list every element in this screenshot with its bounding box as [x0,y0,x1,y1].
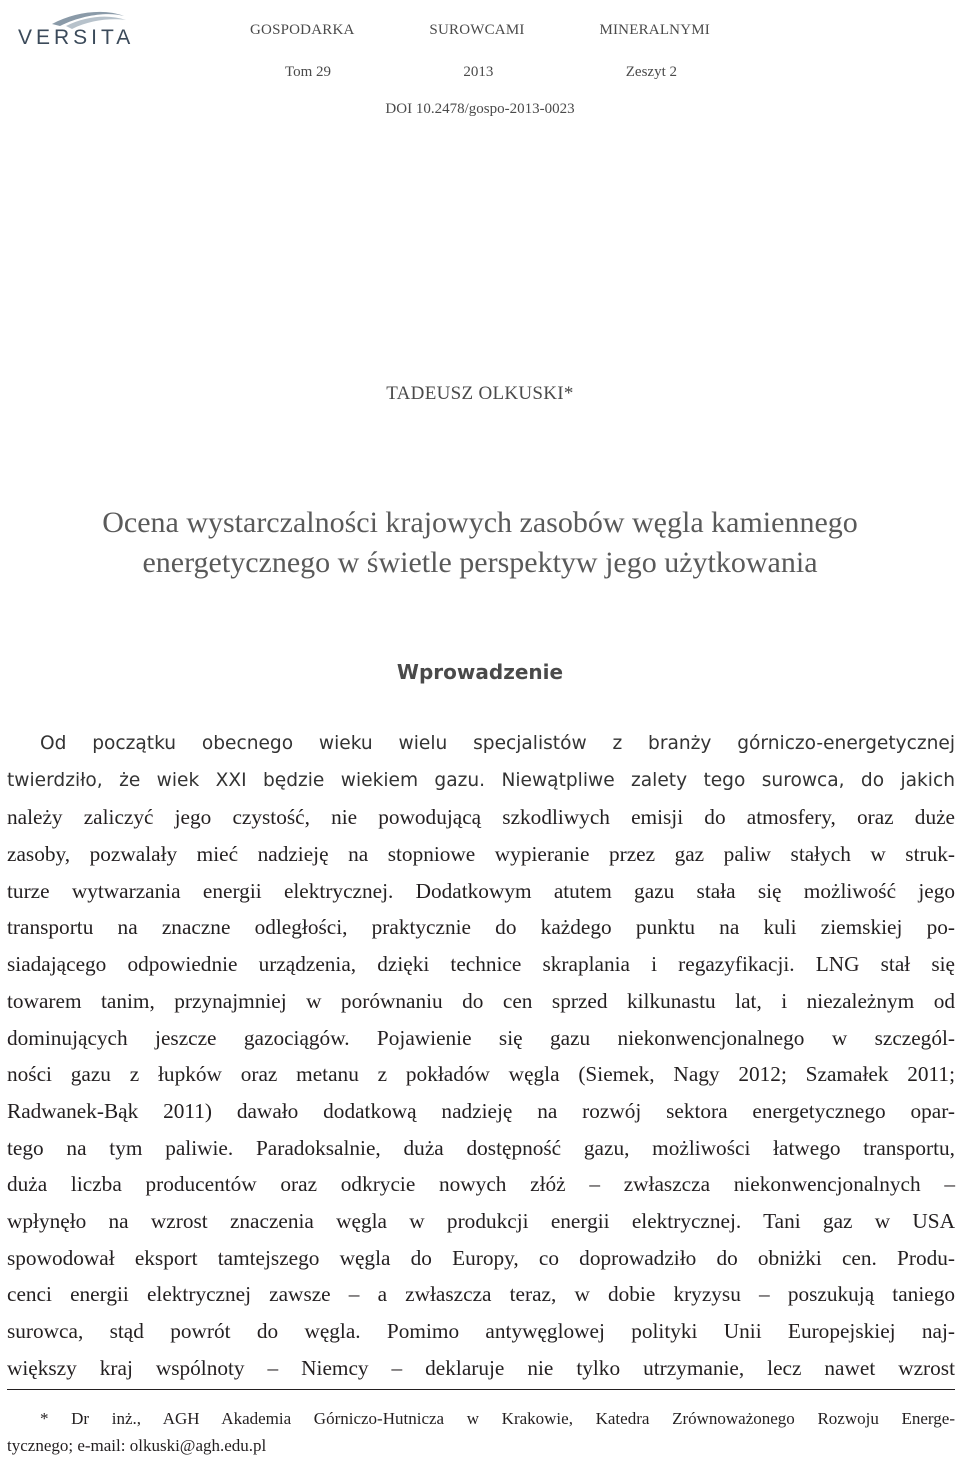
body-line: należy zaliczyć jego czystość, nie powodującą szkodliwych emisji do atmosfery, oraz duże [7,805,955,830]
paper-title-line: energetycznego w świetle perspektyw jego użytkowania [142,546,818,579]
journal-title-word-2: SUROWCAMI [429,22,525,38]
footnote-divider [7,1389,955,1390]
logo-wordmark: VERSITA [18,26,135,49]
section-heading: Wprowadzenie [396,660,564,684]
issue-info [285,64,677,81]
body-line: zasoby, pozwalały mieć nadzieję na stopniowe wypieranie przez gaz paliw stałych w struk- [7,842,955,867]
body-line: siadającego odpowiednie urządzenia, dzięki technice skraplania i regazyfikacji. LNG stał się [7,952,955,977]
body-line: towarem tanim, przynajmniej w porównaniu do cen sprzed kilkunastu lat, i niezależnym od [7,988,955,1013]
body-line: większy kraj wspólnoty – Niemcy – deklaruje nie tylko utrzymanie, lecz nawet wzrost [7,1355,955,1380]
paper-title [0,503,960,583]
body-paragraph [7,726,955,1386]
body-line: dominujących jeszcze gazociągów. Pojawienie się gazu niekonwencjonalnego w szczegól- [7,1025,955,1050]
body-line: turze wytwarzania energii elektrycznej. Dodatkowym atutem gazu stała się możliwość jego [7,878,955,903]
footnote-line: tycznego; e-mail: olkuski@agh.edu.pl [7,1436,267,1455]
author-name: TADEUSZ OLKUSKI* [386,383,574,404]
volume: Tom 29 [285,64,332,80]
body-line: cenci energii elektrycznej zawsze – a zwłaszcza teraz, w dobie kryzysu – poszukują taniego [7,1282,955,1307]
publisher-logo [14,2,144,54]
body-line: surowca, stąd powrót do węgla. Pomimo antywęglowej polityki Unii Europejskiej naj- [7,1319,955,1343]
journal-title [250,22,710,39]
paper-title-line: Ocena wystarczalności krajowych zasobów węgla kamiennego [102,506,858,539]
journal-title-word-3: MINERALNYMI [599,22,710,38]
body-line: ności gazu z łupków oraz metanu z pokładów węgla (Siemek, Nagy 2012; Szamałek 2011; [7,1062,955,1087]
body-line: Radwanek-Bąk 2011) dawało dodatkową nadzieję na rozwój sektora energetycznego opar- [7,1098,955,1123]
issue-number: Zeszyt 2 [625,64,677,80]
body-line: Od początku obecnego wieku wielu specjalistów z branży górniczo-energetycznej [40,733,955,754]
body-line: tego na tym paliwie. Paradoksalnie, duża dostępność gazu, możliwości łatwego transportu, [7,1135,955,1160]
journal-title-word-1: GOSPODARKA [250,22,355,38]
body-line: transportu na znaczne odległości, praktycznie do każdego punktu na kuli ziemskiej po- [7,915,955,940]
body-line: duża liczba producentów oraz odkrycie nowych złóż – zwłaszcza niekonwencjonalnych – [7,1172,955,1197]
footnote-line: * Dr inż., AGH Akademia Górniczo-Hutnicza w Krakowie, Katedra Zrównoważonego Rozwoju Energe- [40,1409,955,1428]
footnote [7,1405,955,1459]
body-line: wpłynęło na wzrost znaczenia węgla w produkcji energii elektrycznej. Tani gaz w USA [7,1208,955,1233]
body-line: spowodował eksport tamtejszego węgla do Europy, co doprowadziło do obniżki cen. Produ- [7,1245,955,1270]
doi: DOI 10.2478/gospo-2013-0023 [385,101,575,117]
body-line: twierdziło, że wiek XXI będzie wiekiem gazu. Niewątpliwe zalety tego surowca, do jakich [7,769,955,791]
year: 2013 [463,64,494,80]
